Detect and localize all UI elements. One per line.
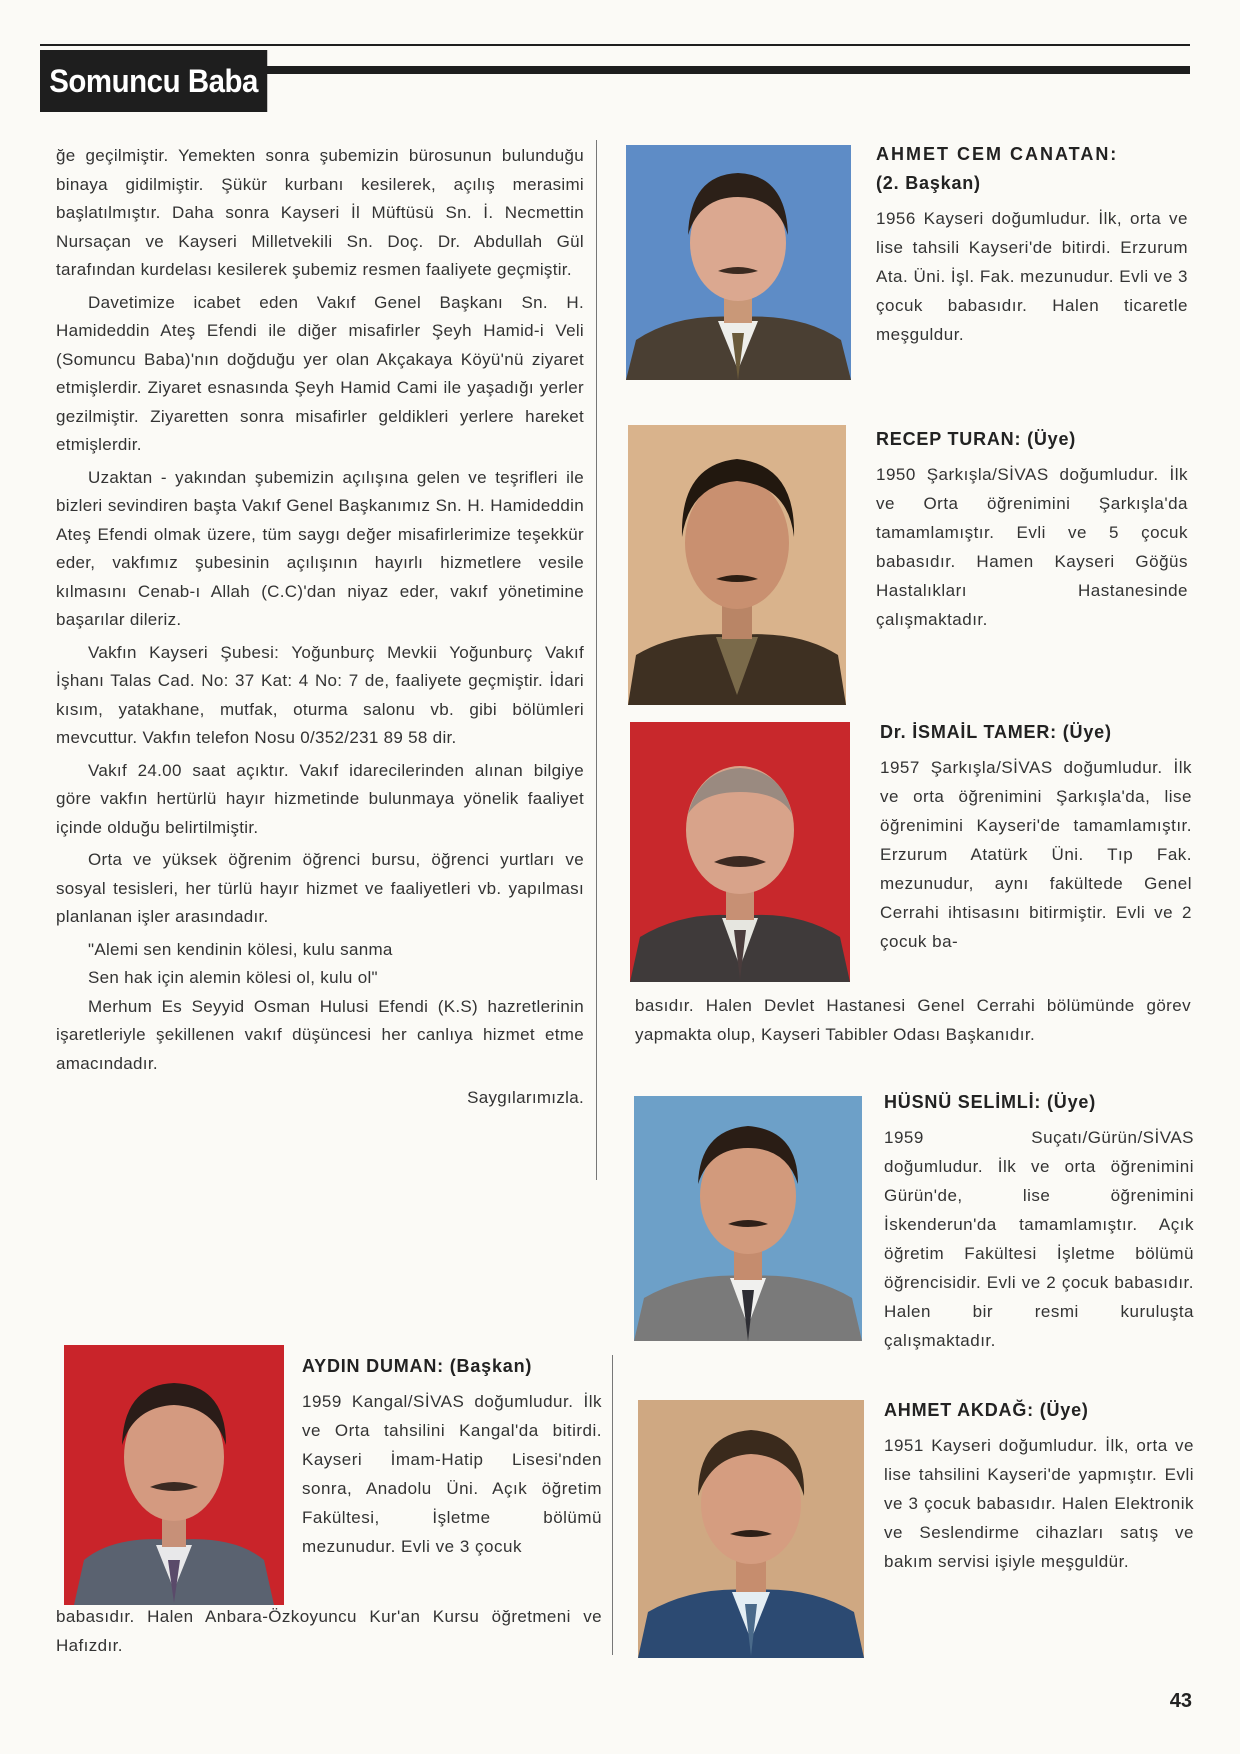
article-paragraph: Vakfın Kayseri Şubesi: Yoğunburç Mevkii Yoğunburç Vakıf İşhanı Talas Cad. No: 37 Kat: 4 No: 7 de, faaliyete geçmiştir. İdari kısım, yatakhane, mutfak, oturma salonu vb. gibi bölümleri mevcuttur. Vakfın telefon Nosu 0/352/231 89 58 dir. <box>56 642 584 747</box>
column-divider <box>596 140 597 1180</box>
article-paragraph: Merhum Es Seyyid Osman Hulusi Efendi (K.S) hazretlerinin işaretleriyle şekillenen vakıf düşüncesi her canlıya hizmet etme amacındadır. <box>56 996 584 1073</box>
member-name: HÜSNÜ SELİMLİ: (Üye) <box>884 1092 1097 1112</box>
verse-line: Sen hak için alemin kölesi ol, kulu ol" <box>88 968 378 987</box>
header-rule-thin <box>40 44 1190 46</box>
member-description: 1959 Suçatı/Gürün/SİVAS doğumludur. İlk ve orta öğrenimini Gürün'de, lise öğrenimini İskenderun'da tamamlamıştır. Açık öğretim Fakültesi İşletme bölümü öğrencisidir. Evli ve 2 çocuk babasıdır. Halen bir resmi kuruluşta çalışmaktadır. <box>884 1128 1194 1350</box>
member-description: 1959 Kangal/SİVAS doğumludur. İlk ve Orta tahsilini Kangal'da bitirdi. Kayseri İmam-Hatip Lisesi'nden sonra, Anadolu Üni. Açık öğretim Fakültesi, İşletme bölümü mezunudur. Evli ve 3 çocuk <box>302 1392 602 1556</box>
portrait-photo-ismail-tamer <box>630 722 850 982</box>
member-bio-ahmet-cem-canatan <box>876 140 1188 349</box>
member-bio-ismail-tamer <box>880 718 1192 956</box>
member-name: RECEP TURAN: (Üye) <box>876 429 1077 449</box>
member-bio-ahmet-akdag <box>884 1396 1194 1576</box>
member-name: AHMET CEM CANATAN: <box>876 144 1119 164</box>
member-description-continued: babasıdır. Halen Anbara-Özkoyuncu Kur'an Kursu öğretmeni ve Hafızdır. <box>56 1607 602 1655</box>
signoff: Saygılarımızla. <box>467 1088 584 1107</box>
portrait-photo-ahmet-akdag <box>638 1400 864 1658</box>
column-divider-lower <box>612 1355 613 1655</box>
magazine-logo: Somuncu Baba <box>40 50 267 112</box>
member-description: 1951 Kayseri doğumludur. İlk, orta ve lise tahsilini Kayseri'de yapmıştır. Evli ve 3 çocuk babasıdır. Halen Elektronik ve Seslendirme cihazları satış ve bakım servisi işiyle meşguldür. <box>884 1436 1194 1571</box>
portrait-photo-aydin-duman <box>64 1345 284 1605</box>
article-column <box>56 142 584 1117</box>
member-bio-recep-turan <box>876 425 1188 634</box>
header-rule-thick <box>250 66 1190 74</box>
member-name: AHMET AKDAĞ: (Üye) <box>884 1400 1089 1420</box>
member-name: Dr. İSMAİL TAMER: (Üye) <box>880 722 1112 742</box>
article-paragraph: Orta ve yüksek öğrenim öğrenci bursu, öğrenci yurtları ve sosyal tesisleri, her türlü hayır hizmet ve faaliyetleri vb. yapılması planlanan işler arasındadır. <box>56 850 584 926</box>
article-paragraph: Vakıf 24.00 saat açıktır. Vakıf idarecilerinden alınan bilgiye göre vakfın hertürlü hayır hizmetinde bulunmaya yönelik faaliyet içinde olduğu belirtilmiştir. <box>56 760 584 837</box>
article-paragraph: Davetimize icabet eden Vakıf Genel Başkanı Sn. H. Hamideddin Ateş Efendi ile diğer misafirler Şeyh Hamid-i Veli (Somuncu Baba)'nın doğduğu yer olan Akçakaya Köyü'nü ziyaret etmişlerdir. Ziyaret esnasında Şeyh Hamid Cami ile yaşadığı yerler gezilmiştir. Ziyaretten sonra misafirler geldikleri yerlere hareket etmişlerdir. <box>56 292 584 454</box>
verse-line: "Alemi sen kendinin kölesi, kulu sanma <box>88 939 393 959</box>
member-description: 1957 Şarkışla/SİVAS doğumludur. İlk ve orta öğrenimini Şarkışla'da, lise öğrenimini Kayseri'de tamamlamıştır. Erzurum Atatürk Üni. Tıp Fak. mezunudur, aynı fakültede Genel Cerrahi ihtisasını bitirmiştir. Evli ve 2 çocuk ba- <box>880 758 1192 951</box>
member-bio-aydin-duman <box>302 1352 602 1561</box>
portrait-photo-ahmet-cem-canatan <box>626 145 851 380</box>
portrait-photo-husnu-selimli <box>634 1096 862 1341</box>
member-description: 1956 Kayseri doğumludur. İlk, orta ve lise tahsili Kayseri'de bitirdi. Erzurum Ata. Üni. İşl. Fak. mezunudur. Evli ve 3 çocuk babasıdır. Halen ticaretle meşguldur. <box>876 209 1188 344</box>
member-title: (2. Başkan) <box>876 173 981 193</box>
page-number: 43 <box>1169 1690 1192 1712</box>
portrait-photo-recep-turan <box>628 425 846 705</box>
member-name: AYDIN DUMAN: (Başkan) <box>302 1356 533 1376</box>
article-paragraph: ğe geçilmiştir. Yemekten sonra şubemizin bürosunun bulunduğu binaya gidilmiştir. Şükür kurbanı kesilerek, açılış merasimi başlatılmıştır. Daha sonra Kayseri İl Müftüsü Sn. İ. Necmettin Nursaçan ve Kayseri Milletvekili Sn. Doç. Dr. Abdullah Gül tarafından kurdelası kesilerek şubemiz resmen faaliyete geçmiştir. <box>56 146 584 279</box>
member-bio-husnu-selimli <box>884 1088 1194 1355</box>
member-description: 1950 Şarkışla/SİVAS doğumludur. İlk ve Orta öğrenimini Şarkışla'da tamamlamıştır. Evli ve 5 çocuk babasıdır. Hamen Kayseri Göğüs Hastalıkları Hastanesinde çalışmaktadır. <box>876 465 1188 629</box>
article-paragraph: Uzaktan - yakından şubemizin açılışına gelen ve teşrifleri ile bizleri sevindiren başta Vakıf Genel Başkanımız Sn. H. Hamideddin Ateş Efendi olmak üzere, tüm saygı değer misafirlerimize teşekkür eder, vakfımız şubesinin açılışının hayırlı hizmetlere vesile kılmasını Cenab-ı Allah (C.C)'dan niyaz eder, vakıf yönetimine başarılar dileriz. <box>56 467 584 629</box>
member-description-continued: basıdır. Halen Devlet Hastanesi Genel Cerrahi bölümünde görev yapmakta olup, Kayseri Tabibler Odası Başkanıdır. <box>635 996 1191 1044</box>
